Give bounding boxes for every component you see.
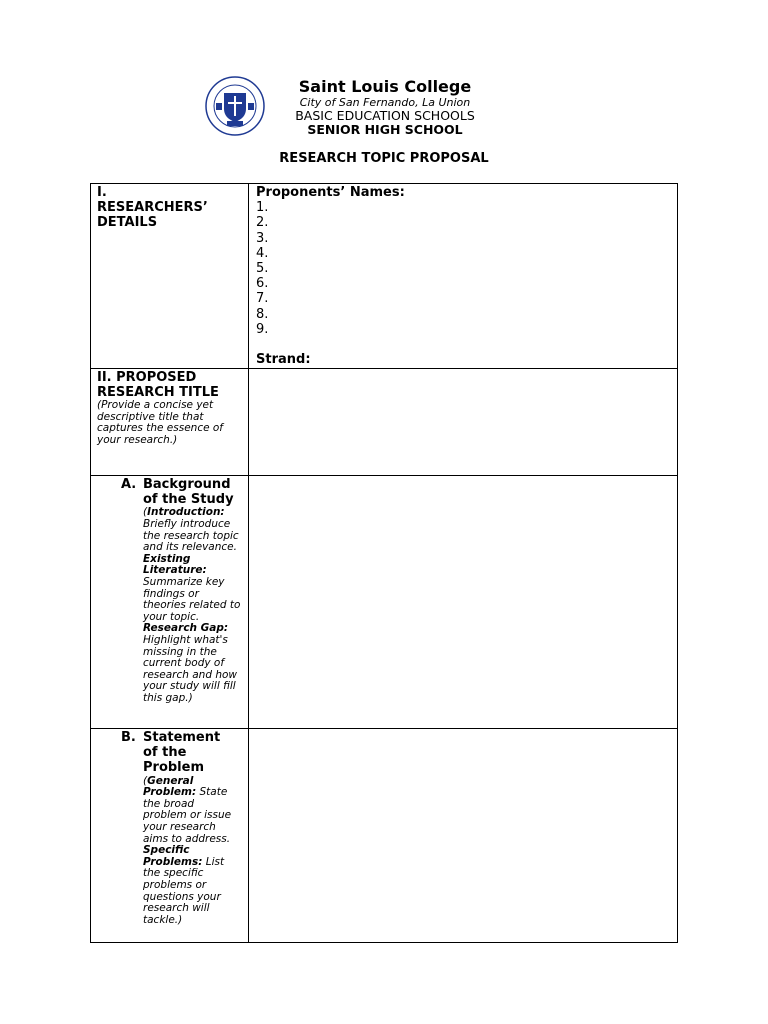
problem-label-cell [91,729,249,943]
proposal-form-table [90,183,678,943]
letterhead [205,76,565,138]
researchers-section-title: I. RESEARCHERS’ DETAILS [97,185,208,230]
researchers-input-cell[interactable] [249,184,678,369]
proponent-1[interactable]: 1. [256,200,269,216]
background-instructions: (Introduction: Briefly introduce the research topic and its relevance. Existing Literature: Summarize key findings or theories related to your topic. Research Gap: Highlight what's missing in the current body of research and how your study will fill this gap.) [143,506,241,704]
title-input-cell[interactable] [249,369,678,476]
proponent-6[interactable]: 6. [256,276,269,292]
school-info [285,78,485,137]
school-name: Saint Louis College [298,77,472,96]
problem-row [91,729,678,943]
proponent-9[interactable]: 9. [256,321,269,337]
problem-heading: B. Statement of the Problem [121,730,221,776]
school-seal-logo [205,76,265,136]
proponent-3[interactable]: 3. [256,230,269,246]
title-label-cell [91,369,249,476]
background-heading: A. Background of the Study [121,477,234,508]
proponent-2[interactable]: 2. [256,215,269,231]
title-row [91,369,678,476]
researchers-row [91,184,678,369]
school-department: BASIC EDUCATION SCHOOLS [295,108,475,123]
problem-subsection [91,729,248,926]
background-input-cell[interactable] [249,476,678,729]
proponent-7[interactable]: 7. [256,291,269,307]
proponents-block [249,184,677,367]
school-city: City of San Fernando, La Union [299,96,471,109]
proponent-8[interactable]: 8. [256,306,269,322]
researchers-label-cell [91,184,249,369]
background-row [91,476,678,729]
school-level: SENIOR HIGH SCHOOL [307,122,463,137]
proponents-label: Proponents’ Names: [256,185,405,200]
problem-input-cell[interactable] [249,729,678,943]
title-section-title: II. PROPOSED RESEARCH TITLE [97,370,219,400]
problem-instructions: (General Problem: State the broad problem or issue your research aims to address. Specific Problems: List the specific problems or questions your research will tackle.) [143,774,232,926]
title-section-note: (Provide a concise yet descriptive title that captures the essence of your research.) [97,399,224,446]
proponent-5[interactable]: 5. [256,261,269,277]
strand-label[interactable]: Strand: [256,352,311,368]
document-title: RESEARCH TOPIC PROPOSAL [279,151,489,166]
background-label-cell [91,476,249,729]
proponent-4[interactable]: 4. [256,245,269,261]
background-subsection [91,476,248,705]
